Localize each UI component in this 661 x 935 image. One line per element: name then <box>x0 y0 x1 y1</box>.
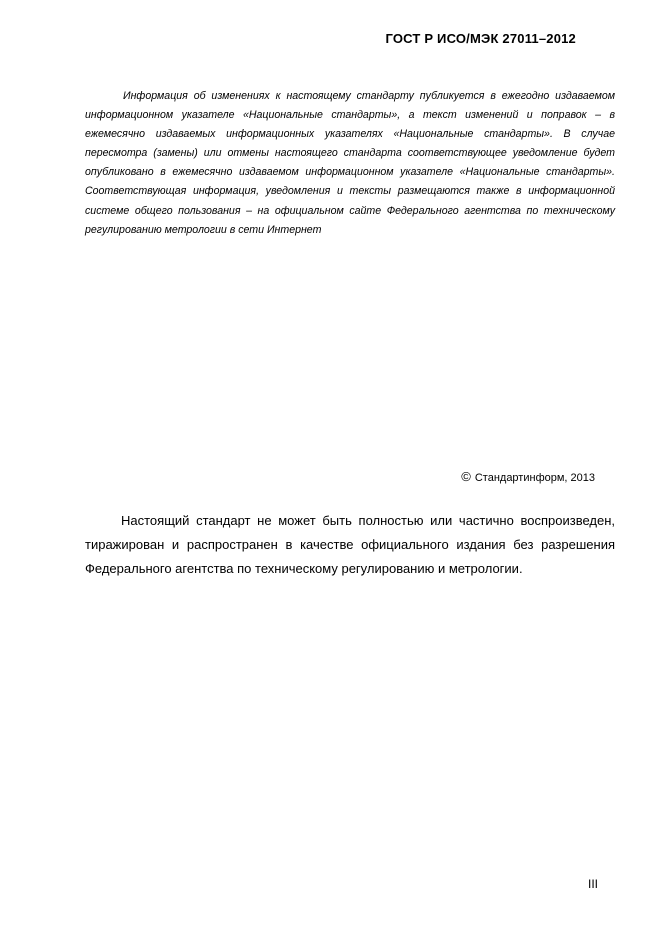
standard-code-header: ГОСТ Р ИСО/МЭК 27011–2012 <box>385 31 576 46</box>
copyright-icon: © <box>461 469 471 484</box>
page-number: III <box>588 877 599 891</box>
copyright-line <box>461 469 595 484</box>
change-notice-paragraph: Информация об изменениях к настоящему стандарту публикуется в ежегодно издаваемом информационном указателе «Национальные стандарты», а текст изменений и поправок – в ежемесячно издаваемых информационных указателях «Национальные стандарты». В случае пересмотра (замены) или отмены настоящего стандарта соответствующее уведомление будет опубликовано в ежемесячно издаваемом информационном указателе «Национальные стандарты». Соответствующая информация, уведомления и тексты размещаются также в информационной системе общего пользования – на официальном сайте Федерального агентства по техническому регулированию метрологии в сети Интернет <box>85 90 615 236</box>
reproduction-notice-paragraph: Настоящий стандарт не может быть полностью или частично воспроизведен, тиражирован и распространен в качестве официального издания без разрешения Федерального агентства по техническому регулированию и метрологии. <box>85 513 615 576</box>
copyright-text: Стандартинформ, 2013 <box>474 472 595 484</box>
